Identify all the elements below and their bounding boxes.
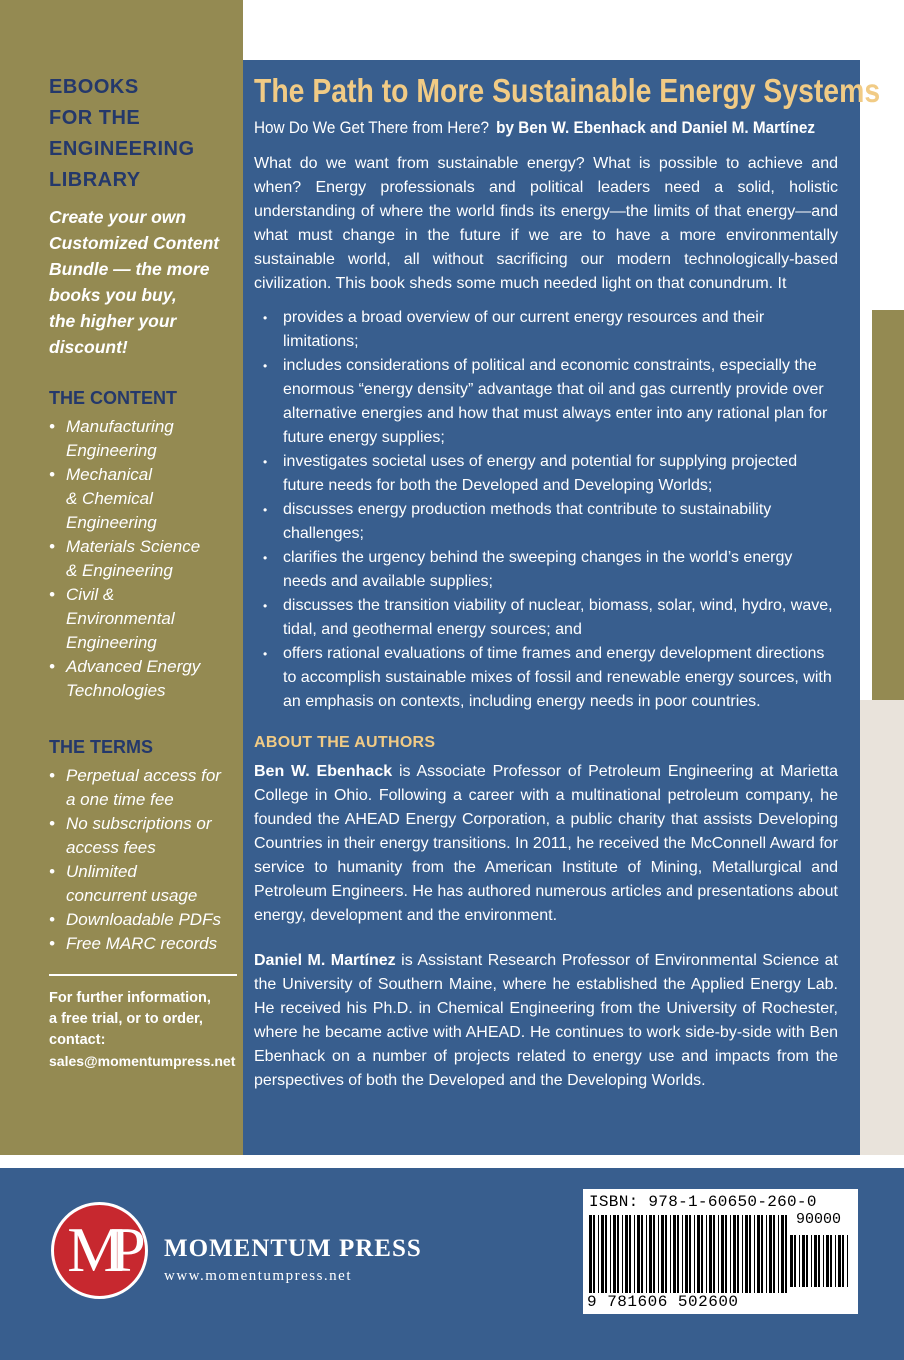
content-item-line: Technologies bbox=[66, 681, 166, 700]
sidebar-divider bbox=[49, 974, 237, 976]
content-item-line: • Manufacturing bbox=[66, 417, 174, 436]
barcode-bar bbox=[749, 1215, 751, 1293]
promo-line: discount! bbox=[49, 337, 128, 357]
momentum-press-logo-icon bbox=[51, 1202, 148, 1299]
barcode-bar bbox=[773, 1215, 775, 1293]
feature-text: investigates societal uses of energy and potential for supplying projected future needs for both the Developed and Developing Worlds; bbox=[283, 453, 798, 494]
barcode-bar bbox=[713, 1215, 715, 1293]
barcode-bar bbox=[665, 1215, 667, 1293]
feature-list-item bbox=[254, 498, 838, 546]
sidebar bbox=[0, 0, 243, 1155]
barcode-bar bbox=[835, 1235, 836, 1287]
barcode-bar bbox=[601, 1215, 604, 1293]
barcode-bar bbox=[661, 1215, 664, 1293]
publisher-name: MOMENTUM PRESS bbox=[164, 1235, 422, 1262]
isbn-barcode-block bbox=[583, 1189, 858, 1314]
bullet-icon: • bbox=[263, 551, 268, 565]
contact-line: a free trial, or to order, bbox=[49, 1011, 203, 1027]
barcode-bar bbox=[697, 1215, 700, 1293]
barcode-bar bbox=[646, 1215, 647, 1293]
feature-list-item bbox=[254, 546, 838, 594]
terms-item-line: • Perpetual access for bbox=[66, 766, 221, 785]
bullet-icon: • bbox=[263, 311, 268, 325]
feature-list-item bbox=[254, 594, 838, 642]
barcode-bar bbox=[658, 1215, 659, 1293]
bullet-icon: • bbox=[263, 503, 268, 517]
barcode-bar bbox=[823, 1235, 824, 1287]
barcode-bar bbox=[745, 1215, 748, 1293]
barcode-bar bbox=[754, 1215, 755, 1293]
barcode-bar bbox=[811, 1235, 812, 1287]
barcode-bar bbox=[806, 1235, 808, 1287]
content-item-line: • Materials Science bbox=[66, 537, 201, 556]
feature-text: includes considerations of political and economic constraints, especially the enormous “energy density” advantage that oil and gas currently provide over alternative energies and how that must always enter into any rational plan for future energy supplies; bbox=[283, 357, 828, 446]
barcode-bar bbox=[730, 1215, 731, 1293]
barcode-bar bbox=[653, 1215, 655, 1293]
content-list-item bbox=[49, 415, 239, 463]
author-name: Ben W. Ebenhack bbox=[254, 763, 393, 780]
feature-list-item bbox=[254, 306, 838, 354]
content-section-title: THE CONTENT bbox=[49, 388, 177, 408]
barcode-bar bbox=[622, 1215, 623, 1293]
intro-paragraph: What do we want from sustainable energy? What is possible to achieve and when? Energy professionals and political leaders need a solid, holistic understanding of where the world finds its energy—the limits of that energy—and what must change in the future if we are to have a more environmentally sustainable world, all without sacrificing our modern technologically-based civilization. This book sheds some much needed light on that conundrum. It bbox=[254, 155, 838, 292]
terms-list bbox=[49, 764, 239, 956]
subtitle-row bbox=[254, 118, 815, 138]
ean-digits: 9 781606 502600 bbox=[587, 1293, 739, 1311]
author-bio-martinez bbox=[254, 949, 838, 1093]
author-name: Daniel M. Martínez bbox=[254, 952, 396, 969]
content-list bbox=[49, 415, 239, 703]
feature-list-item bbox=[254, 642, 838, 714]
bullet-icon: • bbox=[263, 359, 268, 373]
barcode-bar bbox=[685, 1215, 688, 1293]
publisher-url: www.momentumpress.net bbox=[164, 1268, 353, 1284]
content-list-item bbox=[49, 463, 239, 535]
barcode-bar bbox=[625, 1215, 628, 1293]
author-bio-text: is Associate Professor of Petroleum Engineering at Marietta College in Ohio. Following a career with a multinational petroleum company, he founded the AHEAD Energy Corporation, a public charity that assists Developing Countries in their energy transitions. In 2011, he received the McConnell Award for service to humanity from the American Institute of Mining, Metallurgical and Petroleum Engineers. He has authored numerous articles and presentations about energy, development and the environment. bbox=[254, 763, 838, 924]
content-item-line: Engineering bbox=[66, 441, 157, 460]
barcode-bar bbox=[725, 1215, 727, 1293]
content-item-line: & Engineering bbox=[66, 561, 173, 580]
terms-item-line: • No subscriptions or bbox=[66, 814, 212, 833]
barcode-bar bbox=[790, 1235, 793, 1287]
feature-list bbox=[254, 306, 838, 714]
barcode-bar bbox=[701, 1215, 703, 1293]
barcode-bar bbox=[826, 1235, 829, 1287]
barcode-bar bbox=[838, 1235, 841, 1287]
barcode-bar bbox=[673, 1215, 676, 1293]
promo-line: Customized Content bbox=[49, 233, 220, 253]
sidebar-content bbox=[49, 72, 239, 1072]
barcode-bar bbox=[737, 1215, 739, 1293]
barcode-bar bbox=[781, 1215, 784, 1293]
logo-monogram: MP bbox=[67, 1214, 132, 1285]
terms-list-item bbox=[49, 812, 239, 860]
barcode-bar bbox=[689, 1215, 691, 1293]
barcode-bar bbox=[589, 1215, 592, 1293]
barcode-bar bbox=[742, 1215, 743, 1293]
barcode-bar bbox=[605, 1215, 607, 1293]
book-title: The Path to More Sustainable Energy Systems bbox=[254, 72, 881, 109]
barcode-bar bbox=[629, 1215, 631, 1293]
barcode-bar bbox=[610, 1215, 611, 1293]
barcode-bar bbox=[641, 1215, 643, 1293]
feature-list-item bbox=[254, 450, 838, 498]
feature-text: clarifies the urgency behind the sweeping changes in the world’s energy needs and available supplies; bbox=[283, 549, 793, 590]
sidebar-heading-line: FOR THE bbox=[49, 107, 141, 129]
feature-text: provides a broad overview of our current energy resources and their limitations; bbox=[283, 309, 765, 350]
terms-item-line: concurrent usage bbox=[66, 886, 198, 905]
decorative-olive-strip bbox=[872, 310, 904, 750]
promo-line: Create your own bbox=[49, 207, 187, 227]
barcode-bar bbox=[682, 1215, 683, 1293]
terms-item-line: • Free MARC records bbox=[66, 934, 218, 953]
barcode-bar bbox=[842, 1235, 844, 1287]
barcode-bar bbox=[649, 1215, 652, 1293]
content-item-line: Engineering bbox=[66, 513, 157, 532]
terms-item-line: access fees bbox=[66, 838, 156, 857]
contact-email-link[interactable]: sales@momentumpress.net bbox=[49, 1053, 236, 1069]
barcode-bar bbox=[677, 1215, 679, 1293]
terms-list-item bbox=[49, 764, 239, 812]
ean-barcode-icon bbox=[589, 1215, 789, 1301]
barcode-bar bbox=[785, 1215, 787, 1293]
barcode-bar bbox=[634, 1215, 635, 1293]
main-panel bbox=[243, 60, 881, 1155]
isbn-text: ISBN: 978-1-60650-260-0 bbox=[589, 1193, 817, 1211]
barcode-bar bbox=[670, 1215, 671, 1293]
barcode-bar bbox=[637, 1215, 640, 1293]
bullet-icon: • bbox=[263, 455, 268, 469]
barcode-bar bbox=[757, 1215, 760, 1293]
sidebar-heading-line: EBOOKS bbox=[49, 76, 139, 98]
terms-item-line: • Unlimited bbox=[66, 862, 137, 881]
barcode-bar bbox=[794, 1235, 796, 1287]
price-barcode-icon bbox=[790, 1235, 850, 1321]
barcode-bar bbox=[718, 1215, 719, 1293]
barcode-bar bbox=[694, 1215, 695, 1293]
barcode-bar bbox=[814, 1235, 817, 1287]
terms-list-item bbox=[49, 932, 239, 956]
barcode-bar bbox=[799, 1235, 800, 1287]
content-item-line: • Mechanical bbox=[66, 465, 152, 484]
content-list-item bbox=[49, 583, 239, 655]
terms-section-title: THE TERMS bbox=[49, 737, 154, 757]
content-item-line: • Civil & bbox=[66, 585, 115, 604]
content-item-line: Environmental bbox=[66, 609, 175, 628]
barcode-bar bbox=[613, 1215, 616, 1293]
content-item-line: Engineering bbox=[66, 633, 157, 652]
barcode-bar bbox=[778, 1215, 779, 1293]
feature-text: discusses energy production methods that contribute to sustainability challenges; bbox=[283, 501, 772, 542]
sidebar-heading bbox=[49, 72, 239, 196]
bullet-icon: • bbox=[263, 647, 268, 661]
book-subtitle: How Do We Get There from Here? bbox=[254, 118, 489, 137]
footer-band bbox=[0, 1168, 904, 1360]
barcode-bar bbox=[598, 1215, 599, 1293]
content-item-line: & Chemical bbox=[66, 489, 153, 508]
content-list-item bbox=[49, 535, 239, 583]
promo-line: the higher your bbox=[49, 311, 177, 331]
terms-item-line: • Downloadable PDFs bbox=[66, 910, 221, 929]
promo-line: Bundle — the more bbox=[49, 259, 210, 279]
author-bio-text: is Assistant Research Professor of Environmental Science at the University of Southern Maine, where he established the Applied Energy Lab. He received his Ph.D. in Chemical Engineering from the University of Rochester, where he became active with AHEAD. He continues to work side-by-side with Ben Ebenhack on a number of projects related to energy use and impacts from the perspectives of both the Developed and the Developing Worlds. bbox=[254, 952, 838, 1089]
content-item-line: • Advanced Energy bbox=[66, 657, 201, 676]
barcode-bar bbox=[706, 1215, 707, 1293]
barcode-bar bbox=[847, 1235, 848, 1287]
barcode-bar bbox=[818, 1235, 820, 1287]
barcode-bar bbox=[617, 1215, 619, 1293]
barcode-bar bbox=[830, 1235, 832, 1287]
barcode-bar bbox=[766, 1215, 767, 1293]
contact-text bbox=[49, 988, 239, 1051]
author-bio-ebenhack bbox=[254, 760, 838, 928]
about-authors-heading: ABOUT THE AUTHORS bbox=[254, 734, 436, 751]
decorative-cream-strip bbox=[860, 700, 904, 1155]
barcode-bar bbox=[593, 1215, 595, 1293]
sidebar-heading-line: LIBRARY bbox=[49, 169, 141, 191]
barcode-bar bbox=[733, 1215, 736, 1293]
contact-line: contact: bbox=[49, 1032, 106, 1048]
terms-item-line: a one time fee bbox=[66, 790, 174, 809]
barcode-bar bbox=[802, 1235, 805, 1287]
sidebar-promo bbox=[49, 204, 239, 360]
barcode-bar bbox=[709, 1215, 712, 1293]
feature-text: offers rational evaluations of time frames and energy development directions to accomplish sustainable mixes of fossil and renewable energy sources, with an emphasis on contexts, including energy needs in poor countries. bbox=[283, 645, 832, 710]
price-code: 90000 bbox=[796, 1211, 842, 1228]
book-byline: by Ben W. Ebenhack and Daniel M. Martínez bbox=[496, 118, 815, 137]
feature-list-item bbox=[254, 354, 838, 450]
feature-text: discusses the transition viability of nuclear, biomass, solar, wind, hydro, wave, tidal, and geothermal energy sources; and bbox=[283, 597, 833, 638]
bullet-icon: • bbox=[263, 599, 268, 613]
terms-list-item bbox=[49, 908, 239, 932]
barcode-bar bbox=[769, 1215, 772, 1293]
content-list-item bbox=[49, 655, 239, 703]
terms-list-item bbox=[49, 860, 239, 908]
promo-line: books you buy, bbox=[49, 285, 177, 305]
barcode-bar bbox=[761, 1215, 763, 1293]
contact-line: For further information, bbox=[49, 990, 211, 1006]
sidebar-heading-line: ENGINEERING bbox=[49, 138, 195, 160]
barcode-bar bbox=[721, 1215, 724, 1293]
